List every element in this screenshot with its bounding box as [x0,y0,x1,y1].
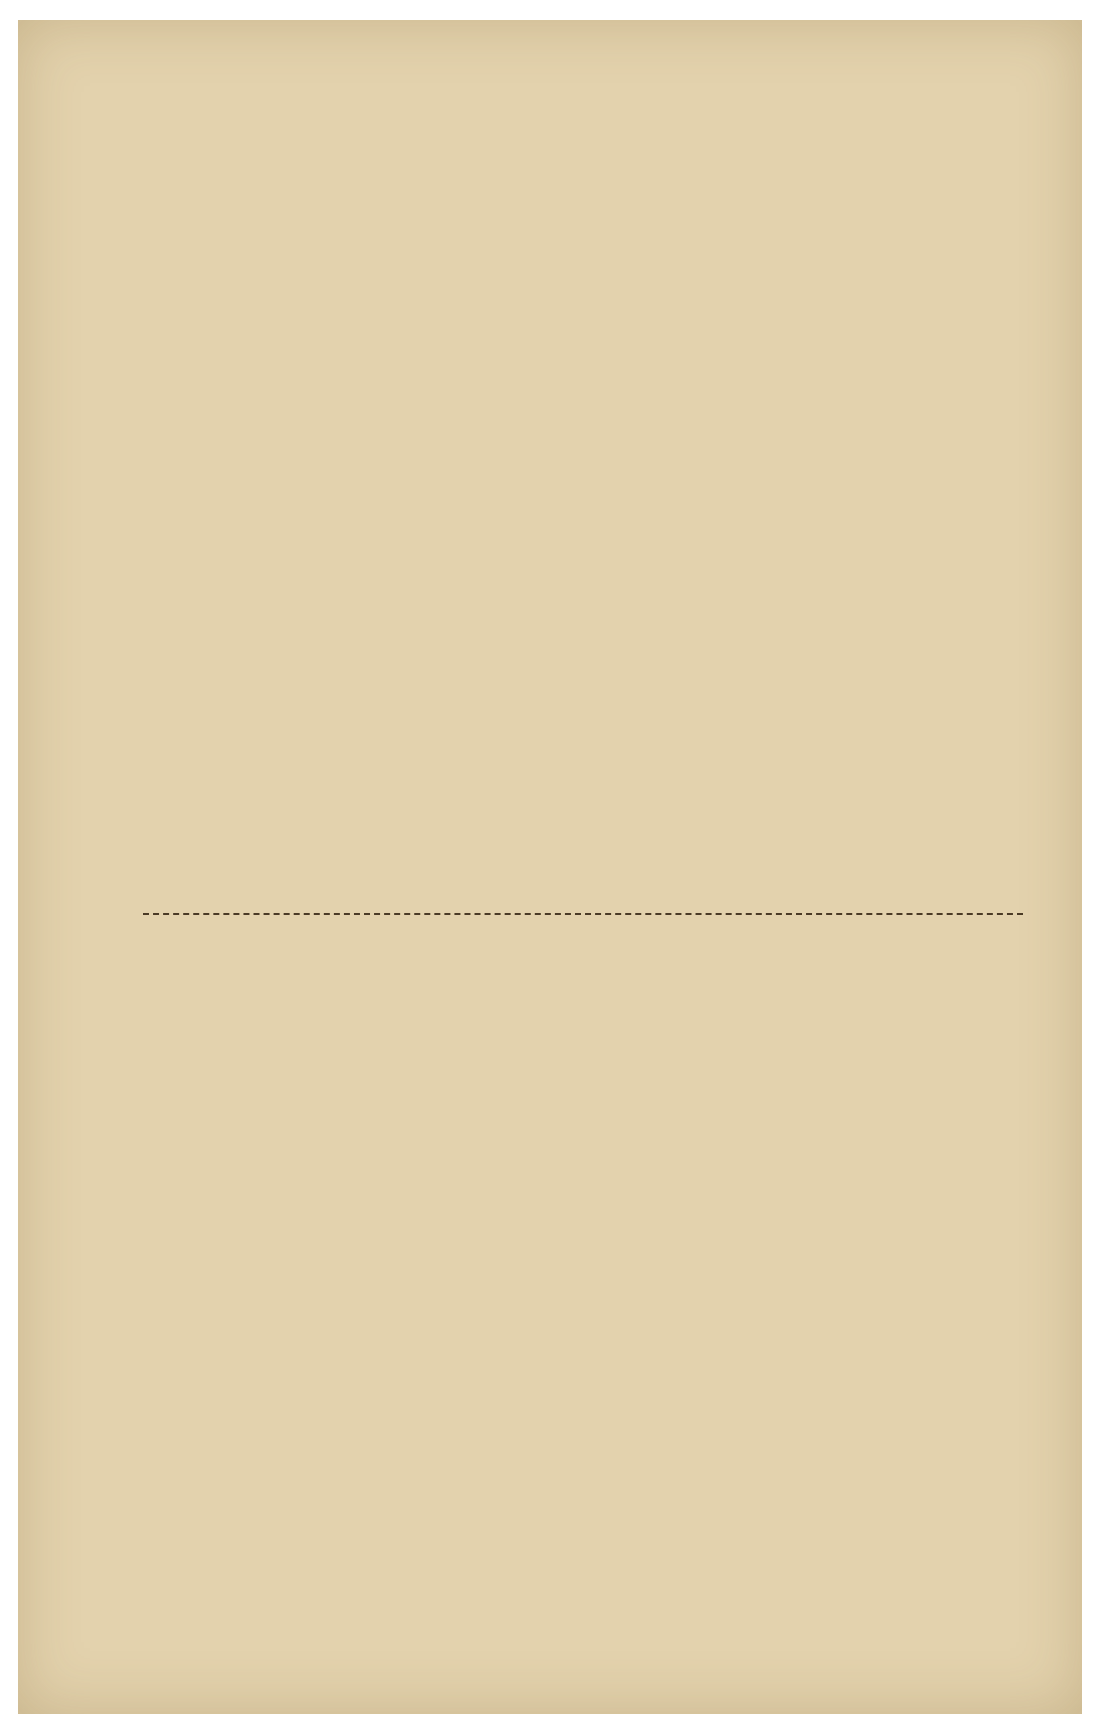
top-half [118,215,1023,895]
section-divider [143,913,1023,915]
watermark [458,1210,1018,1460]
document-page [18,20,1082,1714]
